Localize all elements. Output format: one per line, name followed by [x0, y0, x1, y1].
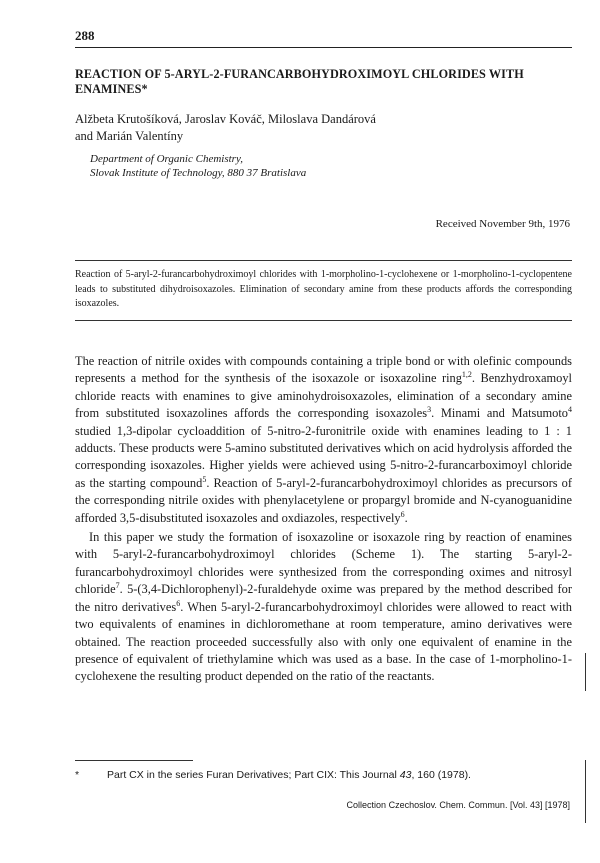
- body-text: [75, 353, 572, 686]
- p1-text-b: . Benzhydroxamoyl chloride reacts with enamines to give aminohydroisoxazoles, elimination of a secondary amine from substituted isoxazolines affords the corresponding isoxazoles: [75, 371, 572, 421]
- journal-citation: Collection Czechoslov. Chem. Commun. [Vol. 43] [1978]: [346, 800, 570, 810]
- affiliation-line-1: Department of Organic Chemistry,: [90, 153, 243, 165]
- abstract-rule-bottom: [75, 320, 572, 321]
- p1-text-c: . Minami and Matsumoto: [431, 406, 568, 421]
- affiliation: [90, 152, 570, 180]
- reference-superscript: 5: [202, 474, 207, 484]
- p2-text-b: . 5-(3,4-Dichlorophenyl)-2-furaldehyde oxime was prepared by the method described for the nitro derivatives: [75, 582, 572, 614]
- abstract-rule-top: [75, 260, 572, 261]
- reference-superscript: 6: [400, 509, 405, 519]
- reference-superscript: 4: [568, 405, 572, 415]
- header-rule: [75, 47, 572, 48]
- p1-text-d: studied 1,3-dipolar cycloaddition of 5-nitro-2-furonitrile oxide with enamines leading to 1 : 1 adducts. These products were 5-amino substituted derivatives which on acid hydrolysis afforded the corresponding isoxazoles. Higher yields were achieved using 5-nitro-2-furancarboximoyl chloride as the starting compound: [75, 423, 572, 490]
- p1-text-a: The reaction of nitrile oxides with compounds containing a triple bond or with olefinic compounds represents a method for the synthesis of the isoxazole or isoxazoline ring: [75, 354, 572, 386]
- received-date: Received November 9th, 1976: [435, 218, 570, 230]
- p1-text-e: . Reaction of 5-aryl-2-furancarbohydroximoyl chlorides as precursors of the corresponding nitrile oxides with phenylacetylene or propargyl bromide and N-cyanoguanidine afforded 3,5-disubstituted isoxazoles and oxdiazoles, respectively: [75, 475, 572, 525]
- margin-mark: [585, 653, 586, 691]
- affiliation-line-2: Slovak Institute of Technology, 880 37 Bratislava: [90, 167, 307, 179]
- reference-superscript: 7: [115, 581, 120, 591]
- page-number: 288: [75, 28, 95, 43]
- paragraph-1: [75, 353, 572, 527]
- footnote-mark: *: [75, 769, 80, 781]
- authors: [75, 111, 570, 145]
- footnote-volume: 43: [399, 769, 412, 781]
- reference-superscript: 6: [176, 598, 181, 608]
- margin-mark: [585, 760, 586, 823]
- article-title: REACTION OF 5-ARYL-2-FURANCARBOHYDROXIMOYL CHLORIDES WITH ENAMINES*: [75, 67, 524, 96]
- p2-text-a: In this paper we study the formation of isoxazoline or isoxazole ring by reaction of enamines with 5-aryl-2-furancarbohydroximoyl chlorides (Scheme 1). The starting 5-aryl-2-furancarbohydroximoyl chlorides were synthesized from the corresponding oximes and nitrosyl chloride: [75, 530, 572, 597]
- abstract: Reaction of 5-aryl-2-furancarbohydroximoyl chlorides with 1-morpholino-1-cyclohexene or 1-morpholino-1-cyclopentene leads to substituted dihydroisoxazoles. Elimination of secondary amine from these products affords the corresponding isoxazoles.: [75, 269, 572, 309]
- footnote-rule: [75, 760, 193, 761]
- footnote: [75, 769, 572, 781]
- footnote-text-a: Part CX in the series Furan Derivatives; Part CIX: This Journal: [107, 769, 400, 781]
- paragraph-2: [75, 529, 572, 686]
- reference-superscript: 3: [427, 405, 432, 415]
- authors-line-1: Alžbeta Krutošíková, Jaroslav Kováč, Miloslava Dandárová: [75, 112, 376, 126]
- authors-line-2: and Marián Valentíny: [75, 129, 184, 143]
- reference-superscript: 1,2: [461, 370, 472, 380]
- footnote-text-b: , 160 (1978).: [411, 769, 471, 781]
- p1-text-f: .: [404, 510, 408, 525]
- p2-text-c: . When 5-aryl-2-furancarbohydroximoyl chlorides were allowed to react with two equivalents of enamines in dichloromethane at room temperature, amino derivatives were obtained. The reaction proceeded successfully also with only one equivalent of enamine in the presence of equivalent of triethylamine which was used as a base. In the case of 1-morpholino-1-cyclohexene the resulting product depended on the ratio of the reactants.: [75, 599, 572, 684]
